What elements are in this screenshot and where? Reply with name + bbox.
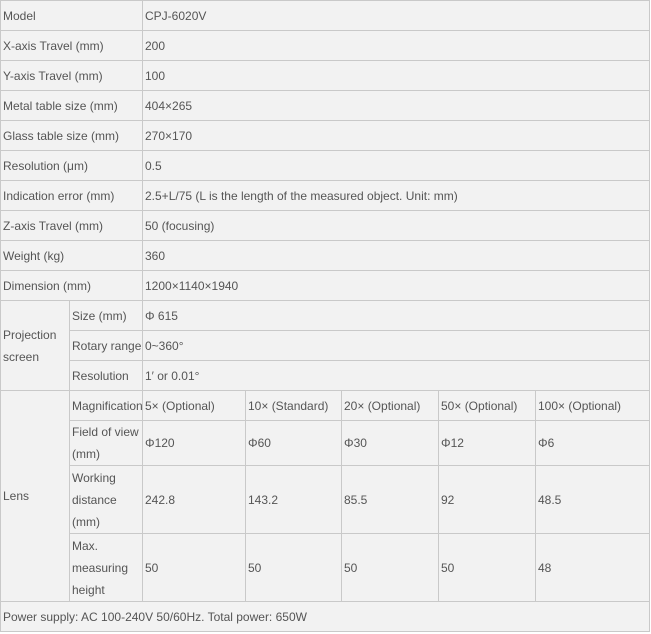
table-row: [1, 466, 650, 534]
table-row: [1, 421, 650, 466]
spec-value: 2.5+L/75 (L is the length of the measured object. Unit: mm): [143, 181, 650, 211]
lens-cell: 92: [439, 466, 536, 534]
table-row: [1, 151, 650, 181]
table-row: [1, 534, 650, 602]
table-row: [1, 391, 650, 421]
spec-value: 360: [143, 241, 650, 271]
spec-label: Weight (kg): [1, 241, 143, 271]
spec-sublabel: Rotary range: [70, 331, 143, 361]
lens-cell: 10× (Standard): [246, 391, 342, 421]
table-row: [1, 61, 650, 91]
lens-cell: 85.5: [342, 466, 439, 534]
table-row: [1, 121, 650, 151]
lens-cell: 143.2: [246, 466, 342, 534]
lens-cell: Φ120: [143, 421, 246, 466]
spec-sublabel: Size (mm): [70, 301, 143, 331]
spec-value: 404×265: [143, 91, 650, 121]
spec-label: Resolution (μm): [1, 151, 143, 181]
spec-sublabel: Working distance (mm): [70, 466, 143, 534]
lens-cell: 20× (Optional): [342, 391, 439, 421]
table-row: [1, 331, 650, 361]
lens-cell: Φ30: [342, 421, 439, 466]
table-row: [1, 91, 650, 121]
spec-value: 0.5: [143, 151, 650, 181]
table-row: [1, 271, 650, 301]
spec-value: 50 (focusing): [143, 211, 650, 241]
spec-value: 270×170: [143, 121, 650, 151]
lens-cell: 48: [536, 534, 650, 602]
spec-value: 200: [143, 31, 650, 61]
spec-label: Y-axis Travel (mm): [1, 61, 143, 91]
lens-cell: Φ60: [246, 421, 342, 466]
spec-value: CPJ-6020V: [143, 1, 650, 31]
spec-label: Glass table size (mm): [1, 121, 143, 151]
spec-sublabel: Resolution: [70, 361, 143, 391]
spec-sublabel: Field of view (mm): [70, 421, 143, 466]
lens-cell: 50: [439, 534, 536, 602]
lens-cell: Φ12: [439, 421, 536, 466]
spec-sublabel: Max. measuring height: [70, 534, 143, 602]
lens-cell: 50× (Optional): [439, 391, 536, 421]
spec-value: 1200×1140×1940: [143, 271, 650, 301]
spec-label: Metal table size (mm): [1, 91, 143, 121]
lens-label: Lens: [1, 391, 70, 602]
table-row: [1, 181, 650, 211]
spec-label: Z-axis Travel (mm): [1, 211, 143, 241]
spec-label: Model: [1, 1, 143, 31]
spec-value: 100: [143, 61, 650, 91]
spec-value: Φ 615: [143, 301, 650, 331]
projection-screen-label: Projection screen: [1, 301, 70, 391]
lens-cell: 48.5: [536, 466, 650, 534]
power-supply-note: Power supply: AC 100-240V 50/60Hz. Total power: 650W: [1, 602, 650, 632]
lens-cell: 242.8: [143, 466, 246, 534]
lens-cell: 5× (Optional): [143, 391, 246, 421]
table-row: [1, 31, 650, 61]
spec-label: Indication error (mm): [1, 181, 143, 211]
spec-value: 0~360°: [143, 331, 650, 361]
table-row: [1, 361, 650, 391]
spec-label: X-axis Travel (mm): [1, 31, 143, 61]
lens-cell: 50: [143, 534, 246, 602]
lens-cell: Φ6: [536, 421, 650, 466]
table-row: [1, 301, 650, 331]
table-row: [1, 211, 650, 241]
table-row: [1, 241, 650, 271]
spec-label: Dimension (mm): [1, 271, 143, 301]
lens-cell: 50: [246, 534, 342, 602]
lens-cell: 50: [342, 534, 439, 602]
spec-sublabel: Magnification: [70, 391, 143, 421]
table-row: [1, 602, 650, 632]
lens-cell: 100× (Optional): [536, 391, 650, 421]
table-row: [1, 1, 650, 31]
spec-value: 1′ or 0.01°: [143, 361, 650, 391]
